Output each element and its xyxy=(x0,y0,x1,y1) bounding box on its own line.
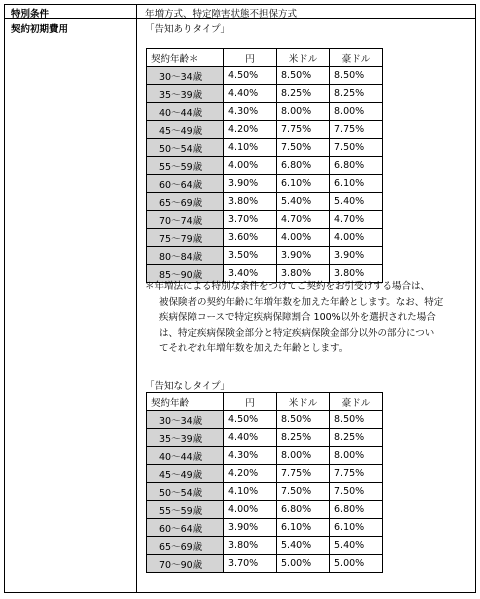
aud-rate-cell: 5.40% xyxy=(330,193,383,211)
age-cell: 75～79歳 xyxy=(147,229,224,247)
table-row xyxy=(147,519,383,537)
aud-rate-cell: 6.10% xyxy=(330,175,383,193)
footnote-line: ＊年増法による特別な条件をつけてご契約をお引受けする場合は、 xyxy=(145,281,431,292)
age-cell: 65～69歳 xyxy=(147,537,224,555)
table-row xyxy=(147,85,383,103)
aud-rate-cell: 5.40% xyxy=(330,537,383,555)
table-row xyxy=(147,429,383,447)
special-conditions-label: 特別条件 xyxy=(11,9,50,20)
yen-rate-cell: 3.60% xyxy=(224,229,277,247)
aud-rate-cell: 8.50% xyxy=(330,67,383,85)
aud-rate-cell: 8.25% xyxy=(330,429,383,447)
yen-rate-cell: 4.00% xyxy=(224,501,277,519)
table-header-row xyxy=(147,49,383,67)
aud-rate-cell: 5.00% xyxy=(330,555,383,573)
aud-rate-cell: 8.00% xyxy=(330,103,383,121)
aud-rate-cell: 7.50% xyxy=(330,139,383,157)
table-row xyxy=(147,555,383,573)
age-cell: 65～69歳 xyxy=(147,193,224,211)
usd-rate-cell: 5.40% xyxy=(277,537,330,555)
yen-rate-cell: 3.80% xyxy=(224,193,277,211)
yen-rate-cell: 4.00% xyxy=(224,157,277,175)
age-cell: 50～54歳 xyxy=(147,483,224,501)
yen-rate-cell: 4.20% xyxy=(224,121,277,139)
table-a-title: 「告知ありタイプ」 xyxy=(145,24,231,35)
age-cell: 60～64歳 xyxy=(147,175,224,193)
age-cell: 35～39歳 xyxy=(147,85,224,103)
aud-rate-cell: 8.00% xyxy=(330,447,383,465)
special-conditions-value: 年増方式、特定障害状態不担保方式 xyxy=(145,9,298,20)
table-row xyxy=(147,157,383,175)
usd-rate-cell: 8.00% xyxy=(277,103,330,121)
usd-rate-cell: 8.00% xyxy=(277,447,330,465)
usd-rate-cell: 6.10% xyxy=(277,519,330,537)
aud-rate-cell: 6.80% xyxy=(330,501,383,519)
usd-rate-cell: 6.80% xyxy=(277,157,330,175)
table-header-row xyxy=(147,393,383,411)
table-row xyxy=(147,103,383,121)
header-yen: 円 xyxy=(224,49,277,67)
yen-rate-cell: 4.40% xyxy=(224,85,277,103)
yen-rate-cell: 4.10% xyxy=(224,483,277,501)
aud-rate-cell: 6.10% xyxy=(330,519,383,537)
header-age: 契約年齢＊ xyxy=(147,49,224,67)
usd-rate-cell: 3.90% xyxy=(277,247,330,265)
table-row xyxy=(147,211,383,229)
usd-rate-cell: 5.40% xyxy=(277,193,330,211)
aud-rate-cell: 4.70% xyxy=(330,211,383,229)
table-row xyxy=(147,139,383,157)
yen-rate-cell: 4.30% xyxy=(224,103,277,121)
usd-rate-cell: 8.25% xyxy=(277,85,330,103)
table-row xyxy=(147,193,383,211)
age-cell: 40～44歳 xyxy=(147,103,224,121)
yen-rate-cell: 3.70% xyxy=(224,211,277,229)
usd-rate-cell: 8.50% xyxy=(277,411,330,429)
age-cell: 40～44歳 xyxy=(147,447,224,465)
table-row xyxy=(147,501,383,519)
conditions-frame xyxy=(4,4,476,593)
yen-rate-cell: 4.20% xyxy=(224,465,277,483)
header-age: 契約年齢 xyxy=(147,393,224,411)
age-cell: 45～49歳 xyxy=(147,465,224,483)
yen-rate-cell: 4.50% xyxy=(224,67,277,85)
usd-rate-cell: 8.50% xyxy=(277,67,330,85)
yen-rate-cell: 3.80% xyxy=(224,537,277,555)
table-row xyxy=(147,411,383,429)
rate-table-with-disclosure xyxy=(146,48,383,283)
rate-table-without-disclosure xyxy=(146,392,383,573)
usd-rate-cell: 7.75% xyxy=(277,121,330,139)
footnote-line: は、特定疾病保険金部分と特定疾病保険金部分以外の部分につい xyxy=(159,327,435,339)
usd-rate-cell: 6.10% xyxy=(277,175,330,193)
age-cell: 30～34歳 xyxy=(147,411,224,429)
age-cell: 45～49歳 xyxy=(147,121,224,139)
aud-rate-cell: 8.25% xyxy=(330,85,383,103)
header-usd: 米ドル xyxy=(277,49,330,67)
yen-rate-cell: 4.50% xyxy=(224,411,277,429)
table-b-title: 「告知なしタイプ」 xyxy=(145,381,231,392)
age-cell: 30～34歳 xyxy=(147,67,224,85)
age-cell: 35～39歳 xyxy=(147,429,224,447)
age-cell: 70～90歳 xyxy=(147,555,224,573)
table-row xyxy=(147,537,383,555)
age-cell: 80～84歳 xyxy=(147,247,224,265)
footnote-line: 疾病保障コースで特定疾病保障割合 100%以外を選択された場合 xyxy=(159,312,436,323)
usd-rate-cell: 5.00% xyxy=(277,555,330,573)
usd-rate-cell: 3.80% xyxy=(277,265,330,283)
aud-rate-cell: 8.50% xyxy=(330,411,383,429)
table-row xyxy=(147,483,383,501)
usd-rate-cell: 7.50% xyxy=(277,139,330,157)
yen-rate-cell: 3.90% xyxy=(224,175,277,193)
yen-rate-cell: 3.90% xyxy=(224,519,277,537)
usd-rate-cell: 4.00% xyxy=(277,229,330,247)
table-row xyxy=(147,67,383,85)
initial-cost-label: 契約初期費用 xyxy=(11,24,69,35)
age-cell: 55～59歳 xyxy=(147,501,224,519)
usd-rate-cell: 7.75% xyxy=(277,465,330,483)
table-row xyxy=(147,247,383,265)
age-cell: 55～59歳 xyxy=(147,157,224,175)
yen-rate-cell: 3.70% xyxy=(224,555,277,573)
table-row xyxy=(147,121,383,139)
header-yen: 円 xyxy=(224,393,277,411)
yen-rate-cell: 4.40% xyxy=(224,429,277,447)
table-row xyxy=(147,447,383,465)
age-cell: 70～74歳 xyxy=(147,211,224,229)
yen-rate-cell: 3.50% xyxy=(224,247,277,265)
table-row xyxy=(147,229,383,247)
usd-rate-cell: 8.25% xyxy=(277,429,330,447)
table-row xyxy=(147,465,383,483)
aud-rate-cell: 3.90% xyxy=(330,247,383,265)
age-cell: 60～64歳 xyxy=(147,519,224,537)
aud-rate-cell: 3.80% xyxy=(330,265,383,283)
header-aud: 豪ドル xyxy=(330,49,383,67)
age-cell: 85～90歳 xyxy=(147,265,224,283)
aud-rate-cell: 7.75% xyxy=(330,121,383,139)
aud-rate-cell: 7.75% xyxy=(330,465,383,483)
header-usd: 米ドル xyxy=(277,393,330,411)
aud-rate-cell: 7.50% xyxy=(330,483,383,501)
footnote-line: 被保険者の契約年齢に年増年数を加えた年齢とします。なお、特定 xyxy=(159,296,444,308)
usd-rate-cell: 4.70% xyxy=(277,211,330,229)
usd-rate-cell: 6.80% xyxy=(277,501,330,519)
footnote xyxy=(145,279,469,357)
header-aud: 豪ドル xyxy=(330,393,383,411)
age-cell: 50～54歳 xyxy=(147,139,224,157)
yen-rate-cell: 4.30% xyxy=(224,447,277,465)
footnote-line: てそれぞれ年増年数を加えた年齢とします。 xyxy=(159,343,349,354)
table-row xyxy=(147,175,383,193)
aud-rate-cell: 4.00% xyxy=(330,229,383,247)
aud-rate-cell: 6.80% xyxy=(330,157,383,175)
usd-rate-cell: 7.50% xyxy=(277,483,330,501)
yen-rate-cell: 4.10% xyxy=(224,139,277,157)
yen-rate-cell: 3.40% xyxy=(224,265,277,283)
column-divider xyxy=(136,5,137,592)
